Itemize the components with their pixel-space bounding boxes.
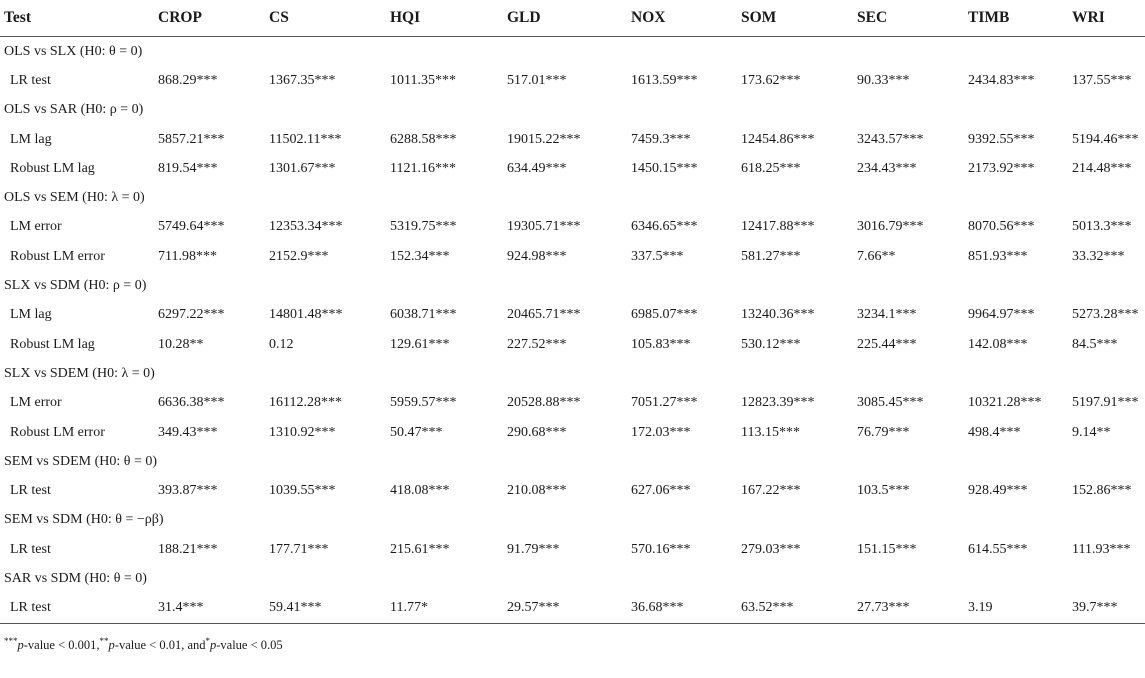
group-title: OLS vs SEM (H0: λ = 0) <box>4 190 145 206</box>
group-row <box>0 37 1145 67</box>
group-row <box>0 271 1145 300</box>
cell-hqi: 152.34*** <box>390 248 450 264</box>
row-label: LR test <box>10 600 51 616</box>
group-title: SLX vs SDM (H0: ρ = 0) <box>4 278 147 294</box>
cell-som: 13240.36*** <box>741 307 815 323</box>
footnote <box>0 636 1145 653</box>
column-header-cs: CS <box>269 9 289 26</box>
table-row <box>0 418 1145 447</box>
cell-hqi: 11.77* <box>390 600 428 616</box>
cell-sec: 103.5*** <box>857 483 910 499</box>
cell-gld: 20528.88*** <box>507 395 581 411</box>
cell-nox: 570.16*** <box>631 541 691 557</box>
group-row <box>0 96 1145 125</box>
cell-som: 279.03*** <box>741 541 801 557</box>
column-header-sec: SEC <box>857 9 888 26</box>
row-label: LR test <box>10 483 51 499</box>
cell-timb: 928.49*** <box>968 483 1028 499</box>
cell-sec: 225.44*** <box>857 336 917 352</box>
cell-wri: 33.32*** <box>1072 248 1125 264</box>
cell-wri: 111.93*** <box>1072 541 1131 557</box>
cell-nox: 36.68*** <box>631 600 684 616</box>
cell-hqi: 5959.57*** <box>390 395 457 411</box>
cell-gld: 210.08*** <box>507 483 567 499</box>
cell-crop: 6297.22*** <box>158 307 225 323</box>
cell-timb: 8070.56*** <box>968 219 1035 235</box>
cell-crop: 6636.38*** <box>158 395 225 411</box>
cell-cs: 2152.9*** <box>269 248 329 264</box>
group-row <box>0 564 1145 593</box>
cell-nox: 6985.07*** <box>631 307 698 323</box>
cell-crop: 868.29*** <box>158 72 218 88</box>
cell-gld: 517.01*** <box>507 72 567 88</box>
cell-hqi: 129.61*** <box>390 336 450 352</box>
cell-gld: 29.57*** <box>507 600 560 616</box>
cell-timb: 142.08*** <box>968 336 1028 352</box>
cell-cs: 11502.11*** <box>269 131 342 147</box>
group-row <box>0 359 1145 388</box>
cell-gld: 634.49*** <box>507 160 567 176</box>
table-row <box>0 213 1145 242</box>
cell-sec: 90.33*** <box>857 72 910 88</box>
footnote-stars-1: *** <box>4 635 18 646</box>
column-header-nox: NOX <box>631 9 666 26</box>
cell-gld: 91.79*** <box>507 541 560 557</box>
cell-nox: 1450.15*** <box>631 160 698 176</box>
cell-sec: 3085.45*** <box>857 395 924 411</box>
cell-wri: 137.55*** <box>1072 72 1132 88</box>
cell-sec: 27.73*** <box>857 600 910 616</box>
column-header-crop: CROP <box>158 9 202 26</box>
cell-timb: 10321.28*** <box>968 395 1042 411</box>
cell-hqi: 215.61*** <box>390 541 450 557</box>
cell-crop: 31.4*** <box>158 600 204 616</box>
group-title: OLS vs SLX (H0: θ = 0) <box>4 43 143 59</box>
cell-som: 12823.39*** <box>741 395 815 411</box>
group-row <box>0 447 1145 476</box>
footnote-text-3: -value < 0.05 <box>216 638 283 653</box>
footnote-p-1: p <box>17 638 24 653</box>
header-row <box>0 0 1145 37</box>
cell-cs: 12353.34*** <box>269 219 343 235</box>
cell-gld: 19305.71*** <box>507 219 581 235</box>
cell-som: 173.62*** <box>741 72 801 88</box>
cell-hqi: 5319.75*** <box>390 219 457 235</box>
cell-wri: 84.5*** <box>1072 336 1118 352</box>
cell-nox: 1613.59*** <box>631 72 698 88</box>
group-title: SAR vs SDM (H0: θ = 0) <box>4 570 147 586</box>
cell-wri: 214.48*** <box>1072 160 1132 176</box>
cell-gld: 227.52*** <box>507 336 567 352</box>
cell-hqi: 50.47*** <box>390 424 443 440</box>
group-title: OLS vs SAR (H0: ρ = 0) <box>4 102 144 118</box>
row-label: Robust LM error <box>10 424 105 440</box>
cell-hqi: 6288.58*** <box>390 131 457 147</box>
group-row <box>0 506 1145 535</box>
cell-hqi: 418.08*** <box>390 483 450 499</box>
cell-crop: 5857.21*** <box>158 131 225 147</box>
cell-timb: 3.19 <box>968 600 993 616</box>
cell-cs: 1367.35*** <box>269 72 336 88</box>
table-row <box>0 594 1145 624</box>
cell-cs: 14801.48*** <box>269 307 343 323</box>
cell-timb: 2173.92*** <box>968 160 1035 176</box>
table-row <box>0 535 1145 564</box>
group-title: SEM vs SDM (H0: θ = −ρβ) <box>4 512 164 528</box>
cell-som: 530.12*** <box>741 336 801 352</box>
cell-crop: 393.87*** <box>158 483 218 499</box>
cell-wri: 5273.28*** <box>1072 307 1139 323</box>
cell-crop: 349.43*** <box>158 424 218 440</box>
row-label: Robust LM lag <box>10 336 95 352</box>
table-row <box>0 154 1145 183</box>
footnote-text-2: -value < 0.01, and <box>114 638 206 653</box>
cell-nox: 7459.3*** <box>631 131 691 147</box>
cell-wri: 9.14** <box>1072 424 1111 440</box>
table-row <box>0 389 1145 418</box>
table-row <box>0 330 1145 359</box>
cell-sec: 3234.1*** <box>857 307 917 323</box>
table-row <box>0 66 1145 95</box>
cell-nox: 105.83*** <box>631 336 691 352</box>
cell-hqi: 6038.71*** <box>390 307 457 323</box>
cell-crop: 5749.64*** <box>158 219 225 235</box>
footnote-p-2: p <box>108 638 115 653</box>
column-header-gld: GLD <box>507 9 541 26</box>
row-label: LR test <box>10 541 51 557</box>
footnote-p-3: p <box>210 638 217 653</box>
cell-cs: 177.71*** <box>269 541 329 557</box>
column-header-wri: WRI <box>1072 9 1105 26</box>
column-header-som: SOM <box>741 9 777 26</box>
column-header-test: Test <box>4 9 31 26</box>
row-label: LR test <box>10 72 51 88</box>
cell-som: 12417.88*** <box>741 219 815 235</box>
cell-sec: 7.66** <box>857 248 896 264</box>
cell-nox: 7051.27*** <box>631 395 698 411</box>
cell-crop: 711.98*** <box>158 248 217 264</box>
cell-crop: 188.21*** <box>158 541 218 557</box>
cell-wri: 5194.46*** <box>1072 131 1139 147</box>
cell-gld: 924.98*** <box>507 248 567 264</box>
cell-som: 113.15*** <box>741 424 800 440</box>
group-title: SEM vs SDEM (H0: θ = 0) <box>4 453 158 469</box>
cell-cs: 16112.28*** <box>269 395 342 411</box>
cell-timb: 9964.97*** <box>968 307 1035 323</box>
cell-som: 618.25*** <box>741 160 801 176</box>
cell-wri: 39.7*** <box>1072 600 1118 616</box>
row-label: Robust LM error <box>10 248 105 264</box>
cell-gld: 290.68*** <box>507 424 567 440</box>
cell-timb: 9392.55*** <box>968 131 1035 147</box>
cell-timb: 2434.83*** <box>968 72 1035 88</box>
cell-nox: 627.06*** <box>631 483 691 499</box>
row-label: Robust LM lag <box>10 160 95 176</box>
footnote-stars-3: * <box>205 635 210 646</box>
cell-hqi: 1121.16*** <box>390 160 456 176</box>
row-label: LM error <box>10 395 62 411</box>
cell-nox: 172.03*** <box>631 424 691 440</box>
group-title: SLX vs SDEM (H0: λ = 0) <box>4 365 155 381</box>
cell-hqi: 1011.35*** <box>390 72 456 88</box>
row-label: LM lag <box>10 131 52 147</box>
cell-gld: 19015.22*** <box>507 131 581 147</box>
cell-nox: 6346.65*** <box>631 219 698 235</box>
table-body <box>0 37 1145 624</box>
cell-sec: 151.15*** <box>857 541 917 557</box>
cell-timb: 851.93*** <box>968 248 1028 264</box>
cell-sec: 3016.79*** <box>857 219 924 235</box>
cell-timb: 498.4*** <box>968 424 1021 440</box>
column-header-timb: TIMB <box>968 9 1010 26</box>
cell-cs: 1301.67*** <box>269 160 336 176</box>
cell-wri: 152.86*** <box>1072 483 1132 499</box>
cell-crop: 10.28** <box>158 336 204 352</box>
table-row <box>0 242 1145 271</box>
row-label: LM error <box>10 219 62 235</box>
cell-cs: 0.12 <box>269 336 294 352</box>
cell-wri: 5197.91*** <box>1072 395 1139 411</box>
column-header-hqi: HQI <box>390 9 421 26</box>
cell-cs: 59.41*** <box>269 600 322 616</box>
cell-sec: 76.79*** <box>857 424 910 440</box>
cell-sec: 3243.57*** <box>857 131 924 147</box>
cell-som: 167.22*** <box>741 483 801 499</box>
cell-cs: 1310.92*** <box>269 424 336 440</box>
cell-crop: 819.54*** <box>158 160 218 176</box>
cell-som: 63.52*** <box>741 600 794 616</box>
footnote-text-1: -value < 0.001, <box>23 638 100 653</box>
cell-wri: 5013.3*** <box>1072 219 1132 235</box>
cell-sec: 234.43*** <box>857 160 917 176</box>
cell-nox: 337.5*** <box>631 248 684 264</box>
group-row <box>0 183 1145 212</box>
cell-cs: 1039.55*** <box>269 483 336 499</box>
table-row <box>0 301 1145 330</box>
cell-som: 581.27*** <box>741 248 801 264</box>
footnote-stars-2: ** <box>99 635 109 646</box>
cell-som: 12454.86*** <box>741 131 815 147</box>
row-label: LM lag <box>10 307 52 323</box>
cell-timb: 614.55*** <box>968 541 1028 557</box>
table-row <box>0 476 1145 505</box>
cell-gld: 20465.71*** <box>507 307 581 323</box>
table-row <box>0 125 1145 154</box>
